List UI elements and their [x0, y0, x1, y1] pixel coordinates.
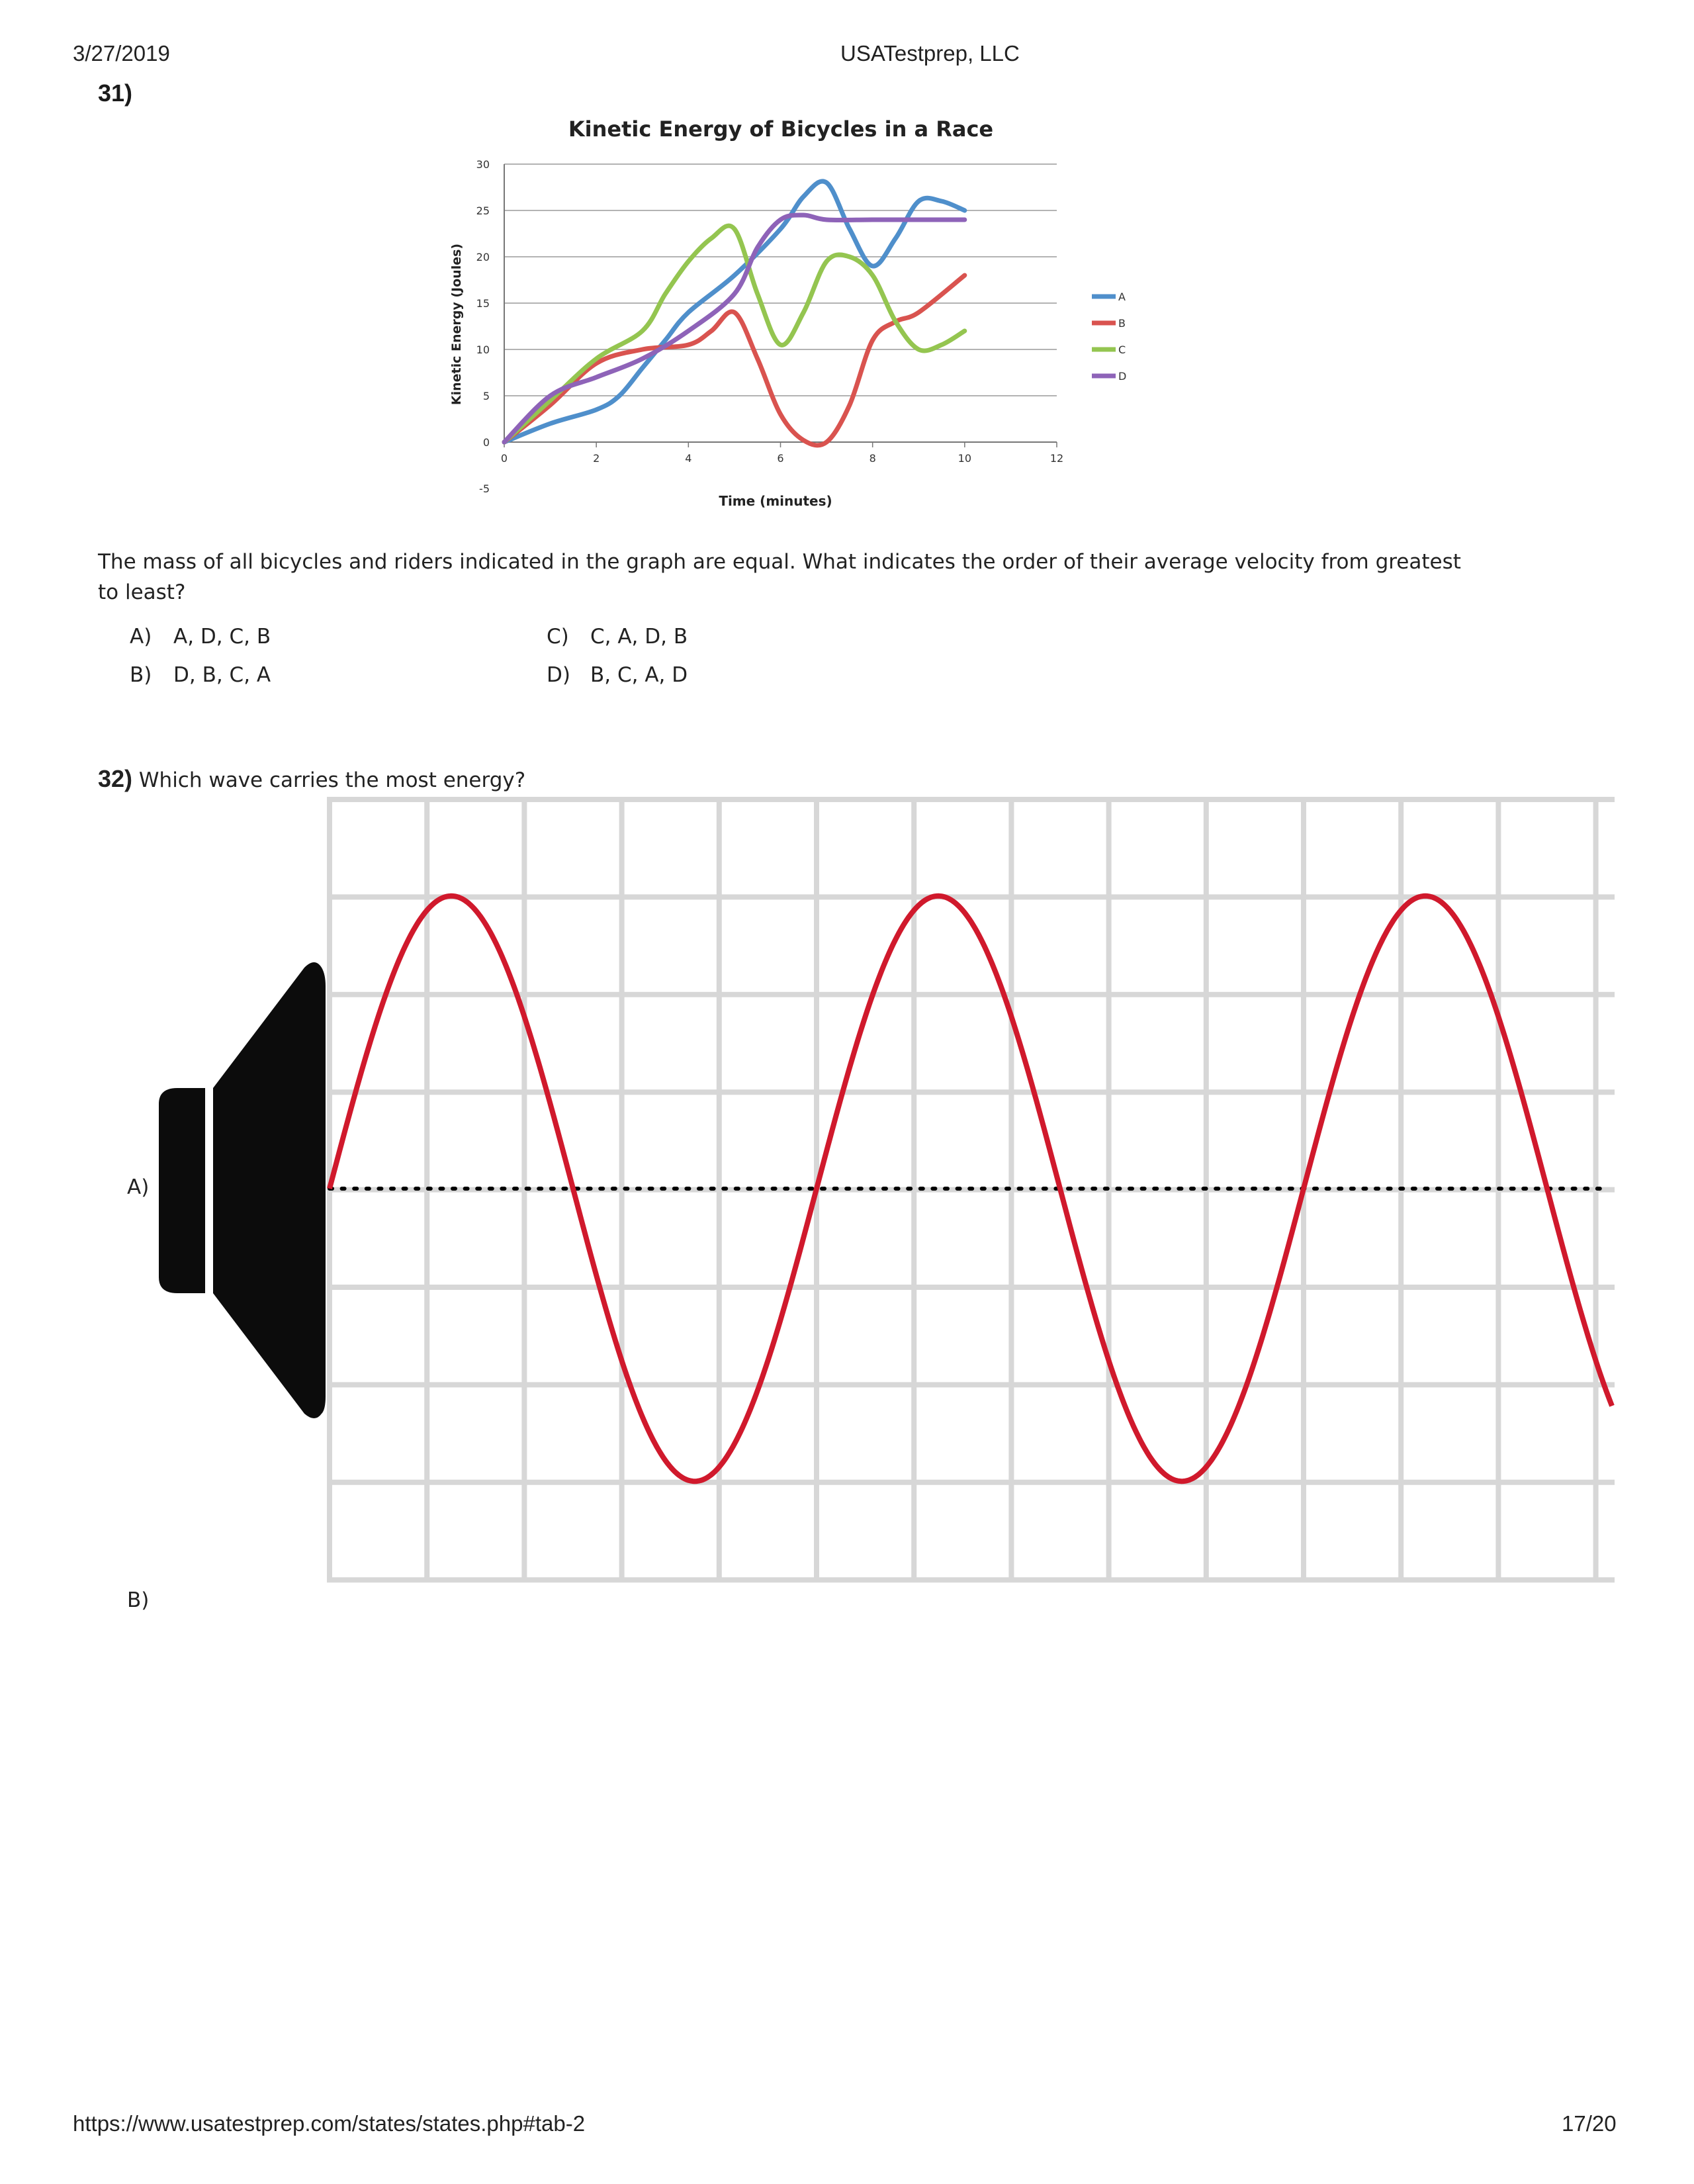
x-tick-label: 6: [777, 452, 784, 465]
question-32-number: 32): [98, 765, 133, 792]
y-tick-label: 0: [482, 436, 490, 449]
y-tick-label: 25: [476, 205, 490, 217]
page-number: 17/20: [1562, 2111, 1617, 2136]
y-tick-label: 5: [482, 390, 490, 402]
x-tick-label: 8: [869, 452, 876, 465]
option-letter: B): [130, 663, 152, 687]
y-tick-label: 15: [476, 297, 490, 310]
question-31-text: The mass of all bicycles and riders indicated in the graph are equal. What indicates the order of their average velocity from greatest to least?: [98, 550, 1461, 604]
legend-label: B: [1118, 317, 1126, 330]
option-text: B, C, A, D: [590, 663, 688, 687]
x-tick-label: 4: [685, 452, 692, 465]
x-tick-label: 2: [593, 452, 600, 465]
q31-option-d[interactable]: [547, 663, 688, 687]
x-tick-label: 10: [958, 452, 972, 465]
question-31-number: 31): [98, 79, 133, 107]
site-name: USATestprep, LLC: [840, 41, 1020, 66]
legend-label: A: [1118, 291, 1126, 303]
q32-option-b-letter[interactable]: B): [127, 1588, 150, 1612]
x-tick-label: 0: [500, 452, 508, 465]
chart-gridlines: [504, 164, 1057, 447]
option-letter: D): [547, 663, 570, 687]
q32-option-a-letter[interactable]: A): [127, 1175, 150, 1199]
y-tick-label: -5: [479, 482, 490, 495]
option-text: C, A, D, B: [590, 625, 688, 649]
y-tick-label: 10: [476, 343, 490, 356]
series-line-b: [504, 275, 965, 445]
chart-y-axis-label: Kinetic Energy (Joules): [449, 243, 464, 406]
option-letter: C): [547, 625, 569, 649]
q31-option-b[interactable]: [130, 663, 271, 687]
chart-series-lines: [504, 181, 965, 445]
chart-title: Kinetic Energy of Bicycles in a Race: [568, 116, 994, 142]
legend-label: C: [1118, 343, 1126, 356]
wave-diagram-a: [0, 788, 1694, 1582]
kinetic-energy-chart: [437, 99, 1127, 523]
chart-x-axis-label: Time (minutes): [719, 493, 832, 509]
speaker-icon: [159, 962, 326, 1418]
option-text: A, D, C, B: [173, 625, 271, 649]
y-tick-label: 20: [476, 251, 490, 263]
q31-option-c[interactable]: [547, 625, 688, 649]
page-url: https://www.usatestprep.com/states/states.php#tab-2: [73, 2111, 586, 2136]
q31-option-a[interactable]: [130, 625, 271, 649]
print-date: 3/27/2019: [73, 41, 170, 66]
series-line-c: [504, 226, 965, 442]
option-text: D, B, C, A: [173, 663, 271, 687]
option-letter: A): [130, 625, 152, 649]
x-tick-label: 12: [1049, 452, 1064, 465]
y-tick-label: 30: [476, 158, 490, 171]
question-32-text: Which wave carries the most energy?: [138, 768, 526, 792]
chart-legend: [1092, 291, 1126, 383]
series-line-d: [504, 215, 965, 442]
legend-label: D: [1118, 370, 1127, 383]
